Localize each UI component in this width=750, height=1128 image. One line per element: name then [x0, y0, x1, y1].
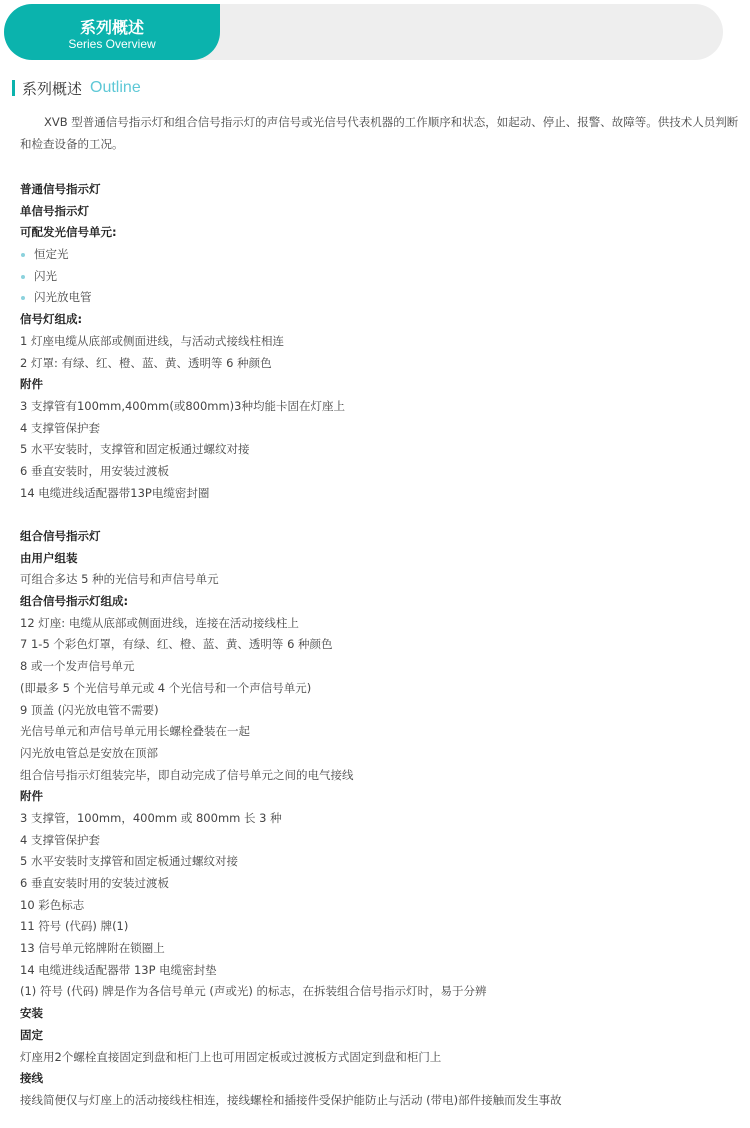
text-line: 8 或一个发声信号单元 [20, 659, 135, 674]
text-line: 3 支撑管，100mm，400mm 或 800mm 长 3 种 [20, 810, 282, 825]
spec-content [20, 179, 740, 1112]
banner-title-cn: 系列概述 [79, 18, 144, 37]
text-line: 6 垂直安装时用的安装过渡板 [20, 876, 169, 890]
section-title-en: Outline [90, 79, 141, 96]
text-line: 11 符号 (代码) 牌(1) [20, 919, 129, 934]
text-line: 14 电缆进线适配器带13P电缆密封圈 [20, 485, 210, 500]
heading-accent-bar [12, 80, 15, 96]
section-title-cn: 系列概述 [22, 79, 83, 98]
bullet-item: 闪光放电管 [20, 287, 740, 309]
bullet-item: 闪光 [20, 266, 740, 288]
subheading: 组合信号指示灯 [20, 529, 101, 543]
subheading: 由用户组装 [20, 550, 78, 565]
subheading: 附件 [20, 377, 43, 392]
text-line: 6 垂直安装时，用安装过渡板 [20, 463, 169, 478]
subheading: 组合信号指示灯组成: [20, 594, 129, 609]
subheading: 安装 [20, 1006, 43, 1021]
header-banner [4, 4, 723, 60]
text-line: 闪光放电管总是安放在顶部 [20, 745, 158, 760]
section-heading [12, 78, 141, 98]
text-line: 可组合多达 5 种的光信号和声信号单元 [20, 572, 219, 587]
text-line: 3 支撑管有100mm,400mm(或800mm)3种均能卡固在灯座上 [20, 398, 345, 413]
text-line: 灯座用2个螺栓直接固定到盘和柜门上也可用固定板或过渡板方式固定到盘和柜门上 [20, 1049, 442, 1064]
text-line: 5 水平安装时支撑管和固定板通过螺纹对接 [20, 854, 238, 869]
text-line: 14 电缆进线适配器带 13P 电缆密封垫 [20, 962, 217, 977]
text-line: (1) 符号 (代码) 牌是作为各信号单元 (声或光) 的标志，在拆装组合信号指示灯时，易于分辨 [20, 984, 487, 999]
text-line: 13 信号单元铭牌附在锁圈上 [20, 941, 165, 956]
subheading: 普通信号指示灯 [20, 182, 101, 196]
text-line: 4 支撑管保护套 [20, 832, 100, 847]
subheading: 可配发光信号单元: [20, 225, 117, 240]
subheading: 附件 [20, 789, 43, 804]
spacer [20, 504, 740, 526]
text-line: 5 水平安装时，支撑管和固定板通过螺纹对接 [20, 442, 250, 457]
text-line: 9 顶盖 (闪光放电管不需要) [20, 702, 159, 717]
text-line: 1 灯座电缆从底部或侧面进线，与活动式接线柱相连 [20, 333, 284, 348]
text-line: 10 彩色标志 [20, 897, 85, 912]
text-line: 2 灯罩: 有绿、红、橙、蓝、黄、透明等 6 种颜色 [20, 355, 272, 370]
intro-paragraph: XVB 型普通信号指示灯和组合信号指示灯的声信号或光信号代表机器的工作顺序和状态，如起动、停止、报警、故障等。供技术人员判断和检查设备的工况。 [20, 115, 739, 151]
text-line: 7 1-5 个彩色灯罩，有绿、红、橙、蓝、黄、透明等 6 种颜色 [20, 637, 333, 652]
text-line: (即最多 5 个光信号单元或 4 个光信号和一个声信号单元) [20, 680, 312, 695]
subheading: 单信号指示灯 [20, 203, 89, 218]
subheading: 接线 [20, 1071, 43, 1086]
series-overview-tab[interactable] [4, 4, 220, 60]
text-line: 光信号单元和声信号单元用长螺栓叠装在一起 [20, 724, 250, 739]
subheading: 信号灯组成: [20, 312, 83, 327]
text-line: 4 支撑管保护套 [20, 420, 100, 435]
text-line: 接线简便仅与灯座上的活动接线柱相连，接线螺栓和插接件受保护能防止与活动 (带电)部件接触而发生事故 [20, 1092, 562, 1107]
subheading: 固定 [20, 1027, 43, 1042]
text-line: 12 灯座: 电缆从底部或侧面进线，连接在活动接线柱上 [20, 615, 299, 630]
banner-title-en: Series Overview [68, 37, 156, 51]
text-line: 组合信号指示灯组装完毕，即自动完成了信号单元之间的电气接线 [20, 767, 354, 782]
bullet-item: 恒定光 [20, 244, 740, 266]
